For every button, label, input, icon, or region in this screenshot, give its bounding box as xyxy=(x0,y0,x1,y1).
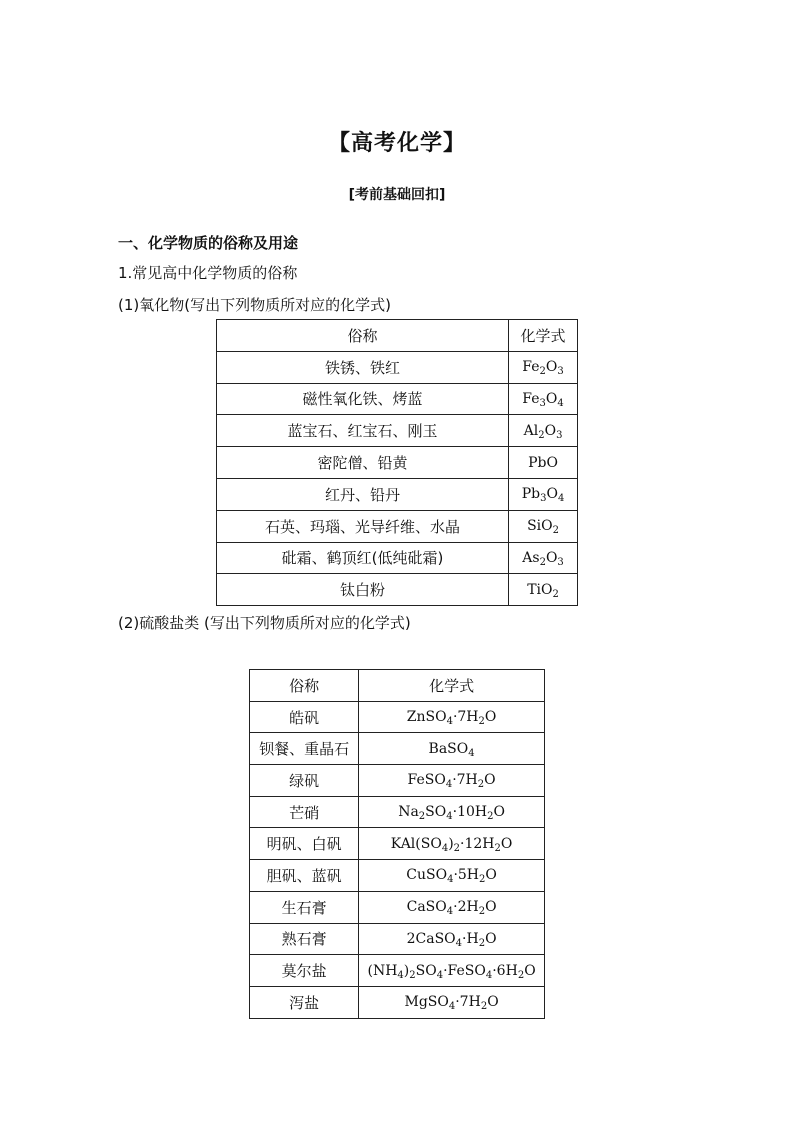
formula-cell: $(NH_4)_2SO_4\cdot FeSO_4\cdot 6H_2O$ xyxy=(359,955,545,987)
column-header-formula: 化学式 xyxy=(509,320,578,352)
formula-cell: PbO xyxy=(509,447,578,479)
formula-cell: SiO$_2$ xyxy=(509,510,578,542)
table-row xyxy=(250,860,545,892)
common-name-cell: 砒霜、鹤顶红(低纯砒霜) xyxy=(217,542,509,574)
table-row xyxy=(217,542,578,574)
common-name-cell: 密陀僧、铅黄 xyxy=(217,447,509,479)
common-name-cell: 皓矾 xyxy=(250,701,359,733)
table-row xyxy=(250,733,545,765)
common-name-cell: 泻盐 xyxy=(250,986,359,1018)
table-row xyxy=(217,383,578,415)
formula-cell: $Fe_2O_3$ xyxy=(509,351,578,383)
page-subtitle: [考前基础回扣] xyxy=(348,187,446,203)
common-name-cell: 钡餐、重晶石 xyxy=(250,733,359,765)
common-name-cell: 红丹、铅丹 xyxy=(217,478,509,510)
common-name-cell: 生石膏 xyxy=(250,891,359,923)
common-name-cell: 铁锈、铁红 xyxy=(217,351,509,383)
section-heading: 一、化学物质的俗称及用途 xyxy=(118,234,299,252)
column-header-name: 俗称 xyxy=(250,670,359,702)
common-name-cell: 磁性氧化铁、烤蓝 xyxy=(217,383,509,415)
table-row xyxy=(217,415,578,447)
formula-cell: BaSO$_4$ xyxy=(359,733,545,765)
formula-cell: $MgSO_4\cdot 7H_2O$ xyxy=(359,986,545,1018)
common-name-cell: 胆矾、蓝矾 xyxy=(250,860,359,892)
table-row xyxy=(250,891,545,923)
common-name-cell: 钛白粉 xyxy=(217,574,509,606)
formula-cell: $CaSO_4\cdot 2H_2O$ xyxy=(359,891,545,923)
common-name-cell: 石英、玛瑙、光导纤维、水晶 xyxy=(217,510,509,542)
oxides-table xyxy=(216,319,578,606)
formula-cell: TiO$_2$ xyxy=(509,574,578,606)
table-row xyxy=(217,510,578,542)
table-row xyxy=(250,828,545,860)
column-header-formula: 化学式 xyxy=(359,670,545,702)
table-row xyxy=(250,986,545,1018)
formula-cell: $Na_2SO_4\cdot 10H_2O$ xyxy=(359,796,545,828)
table-row xyxy=(217,478,578,510)
formula-cell: $KAl(SO_4)_2\cdot 12H_2O$ xyxy=(359,828,545,860)
table-row xyxy=(217,574,578,606)
common-name-cell: 蓝宝石、红宝石、刚玉 xyxy=(217,415,509,447)
formula-cell: $ZnSO_4\cdot 7H_2O$ xyxy=(359,701,545,733)
common-name-cell: 熟石膏 xyxy=(250,923,359,955)
table-header-row xyxy=(217,320,578,352)
table-row xyxy=(250,923,545,955)
common-name-cell: 明矾、白矾 xyxy=(250,828,359,860)
sulfates-caption: (2)硫酸盐类 (写出下列物质所对应的化学式) xyxy=(118,614,411,632)
table-row xyxy=(250,796,545,828)
common-name-cell: 莫尔盐 xyxy=(250,955,359,987)
table-row xyxy=(250,955,545,987)
table-row xyxy=(250,765,545,797)
oxides-caption: (1)氧化物(写出下列物质所对应的化学式) xyxy=(118,296,391,314)
table-row xyxy=(217,447,578,479)
formula-cell: $2CaSO_4\cdot H_2O$ xyxy=(359,923,545,955)
formula-cell: $Fe_3O_4$ xyxy=(509,383,578,415)
table-row xyxy=(217,351,578,383)
formula-cell: $Al_2O_3$ xyxy=(509,415,578,447)
oxides-table-body xyxy=(217,320,578,606)
formula-cell: $FeSO_4\cdot 7H_2O$ xyxy=(359,765,545,797)
column-header-name: 俗称 xyxy=(217,320,509,352)
formula-cell: $Pb_3O_4$ xyxy=(509,478,578,510)
page-title: 【高考化学】 xyxy=(327,131,466,156)
table-header-row xyxy=(250,670,545,702)
sulfates-table xyxy=(249,669,545,1019)
common-name-cell: 绿矾 xyxy=(250,765,359,797)
common-name-cell: 芒硝 xyxy=(250,796,359,828)
table-row xyxy=(250,701,545,733)
sub-heading: 1.常见高中化学物质的俗称 xyxy=(118,264,298,282)
formula-cell: $CuSO_4\cdot 5H_2O$ xyxy=(359,860,545,892)
formula-cell: $As_2O_3$ xyxy=(509,542,578,574)
sulfates-table-body xyxy=(250,670,545,1019)
